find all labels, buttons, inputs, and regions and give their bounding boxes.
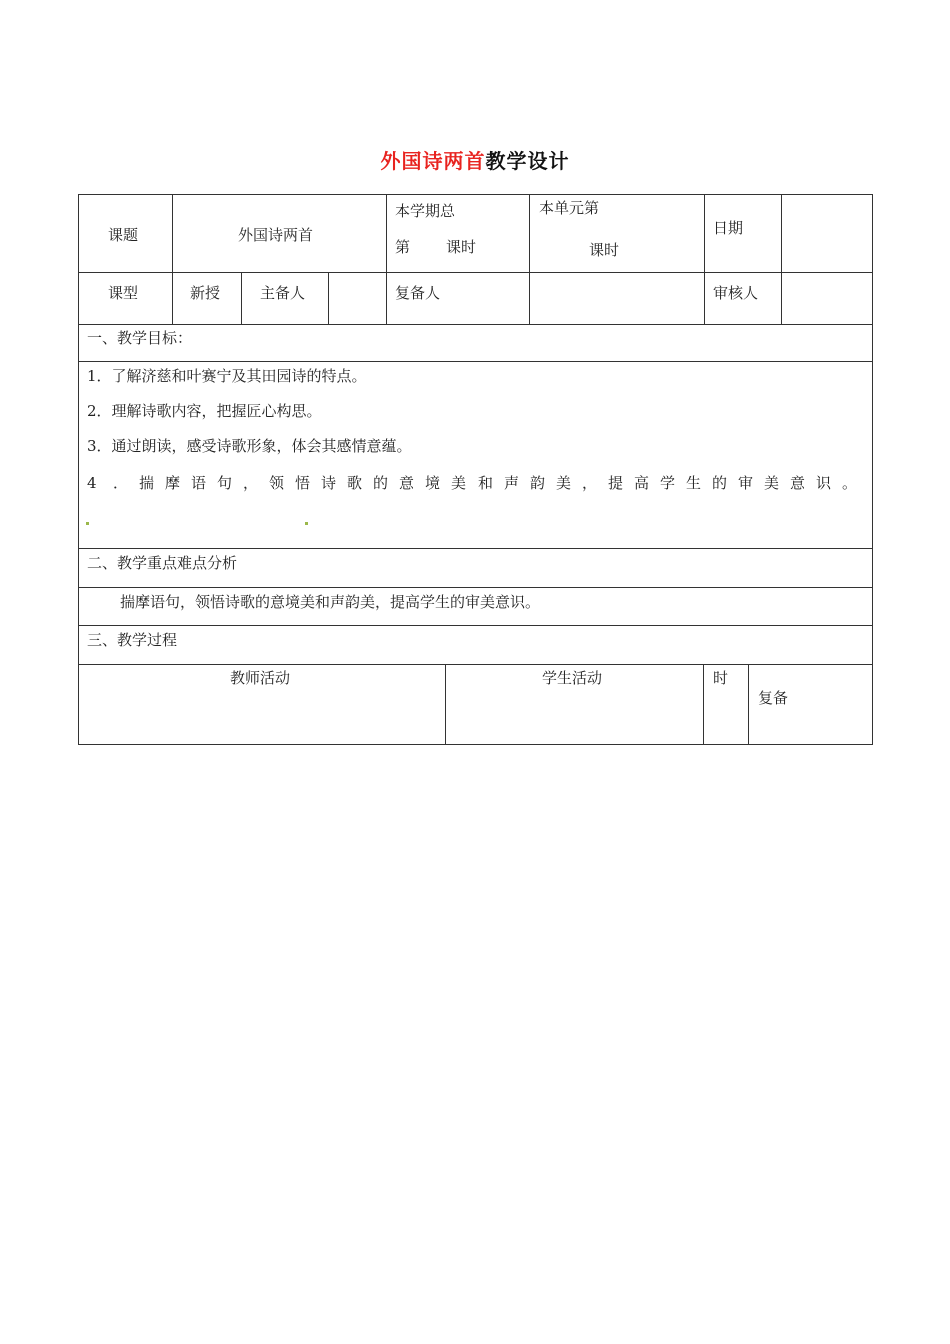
goal-4-char: 生 bbox=[686, 474, 702, 492]
process-table bbox=[78, 664, 873, 745]
goal-4-char: 悟 bbox=[295, 474, 311, 492]
goal-4-char: 审 bbox=[738, 474, 754, 492]
goal-4-char: 意 bbox=[790, 474, 806, 492]
goal-4-char: 摩 bbox=[165, 474, 181, 492]
goal-4-char: 的 bbox=[373, 474, 389, 492]
goal-4-char: 语 bbox=[191, 474, 207, 492]
goal-4-char: 句 bbox=[217, 474, 233, 492]
goal-4-char: 诗 bbox=[321, 474, 337, 492]
goal-4-char: 意 bbox=[399, 474, 415, 492]
goal-2: 2．理解诗歌内容，把握匠心构思。 bbox=[87, 402, 322, 420]
goal-4-char: 。 bbox=[842, 474, 858, 492]
goal-4-char: 的 bbox=[712, 474, 728, 492]
section3-heading: 三、教学过程 bbox=[87, 631, 178, 649]
title-black-part: 教学设计 bbox=[485, 149, 570, 173]
goal-4-char: 学 bbox=[660, 474, 676, 492]
semester-line2-b: 课时 bbox=[446, 238, 477, 256]
goal-4-char: 和 bbox=[478, 474, 494, 492]
label-date: 日期 bbox=[713, 219, 744, 237]
label-re-prep: 复备人 bbox=[395, 284, 441, 302]
goal-4-char: 4 bbox=[87, 474, 97, 492]
header-row-divider bbox=[78, 272, 873, 273]
goal-4-char: 揣 bbox=[139, 474, 155, 492]
unit-line1: 本单元第 bbox=[539, 199, 600, 217]
col-review: 复备 bbox=[758, 689, 789, 707]
goal-4-char: ． bbox=[113, 474, 129, 492]
goal-4-char: 提 bbox=[608, 474, 624, 492]
type-value: 新授 bbox=[190, 284, 221, 302]
goal-4-char: 歌 bbox=[347, 474, 363, 492]
label-reviewer: 审核人 bbox=[713, 284, 759, 302]
goal-4-char: ， bbox=[243, 474, 259, 492]
goal-4-char: 美 bbox=[556, 474, 572, 492]
goal-3: 3．通过朗读，感受诗歌形象，体会其感情意蕴。 bbox=[87, 437, 412, 455]
goal-4-char: 高 bbox=[634, 474, 650, 492]
label-type: 课型 bbox=[108, 284, 139, 302]
goal-4-char: 韵 bbox=[530, 474, 546, 492]
goal-4 bbox=[87, 474, 857, 494]
section2-content: 揣摩语句，领悟诗歌的意境美和声韵美，提高学生的审美意识。 bbox=[120, 593, 541, 611]
goal-4-char: 识 bbox=[816, 474, 832, 492]
decorative-dot-left bbox=[86, 522, 89, 525]
goal-4-char: 境 bbox=[425, 474, 441, 492]
page-title bbox=[0, 145, 950, 174]
goal-4-char: 美 bbox=[451, 474, 467, 492]
unit-line2: 课时 bbox=[589, 241, 620, 259]
col-teacher-activity: 教师活动 bbox=[230, 669, 291, 687]
goal-4-char: 美 bbox=[764, 474, 780, 492]
goal-4-char: 领 bbox=[269, 474, 285, 492]
subject-value: 外国诗两首 bbox=[238, 226, 314, 244]
header-table bbox=[78, 194, 873, 325]
semester-line2-a: 第 bbox=[395, 238, 411, 256]
title-red-part: 外国诗两首 bbox=[380, 149, 486, 173]
section2-heading: 二、教学重点难点分析 bbox=[87, 554, 238, 572]
decorative-dot-right bbox=[305, 522, 308, 525]
goal-1: 1．了解济慈和叶赛宁及其田园诗的特点。 bbox=[87, 367, 367, 385]
col-student-activity: 学生活动 bbox=[542, 669, 603, 687]
section1-heading: 一、教学目标： bbox=[87, 329, 193, 347]
label-subject: 课题 bbox=[108, 226, 139, 244]
label-main-prep: 主备人 bbox=[260, 284, 306, 302]
semester-line1: 本学期总 bbox=[395, 202, 456, 220]
goal-4-char: ， bbox=[582, 474, 598, 492]
goal-4-char: 声 bbox=[504, 474, 520, 492]
col-time: 时 bbox=[713, 669, 729, 687]
